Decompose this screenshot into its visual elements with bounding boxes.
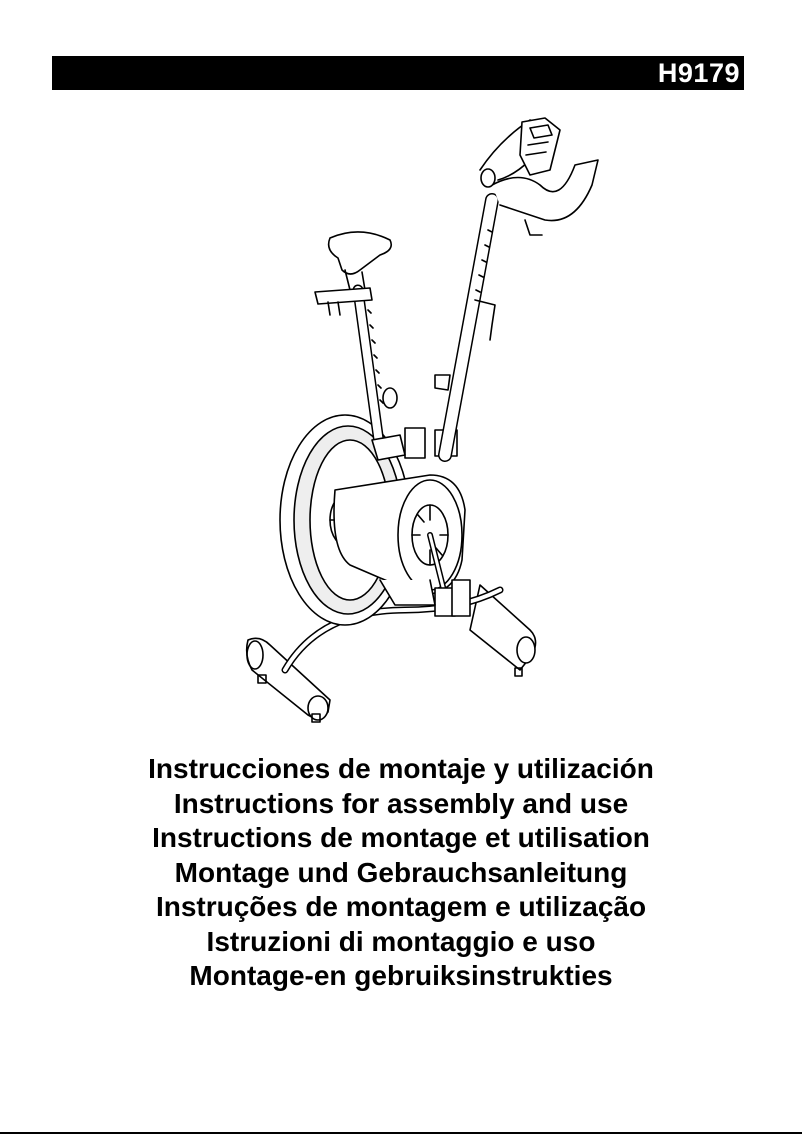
exercise-bike-illustration [230, 110, 610, 730]
front-base-foot [247, 638, 330, 722]
model-code: H9179 [657, 58, 740, 88]
title-spanish: Instrucciones de montaje y utilización [148, 753, 654, 784]
saddle [315, 232, 391, 315]
title-italian: Istruzioni di montaggio e uso [206, 925, 596, 957]
title-german: Montage und Gebrauchsanleitung [174, 856, 628, 888]
handlebar-post [435, 200, 495, 455]
console [520, 118, 560, 175]
title-block [0, 752, 802, 994]
bottom-rule [0, 1132, 802, 1134]
frame-lower [380, 580, 435, 605]
title-french: Instructions de montage et utilisation [152, 822, 650, 853]
title-portuguese: Instruções de montagem e utilização [155, 891, 647, 922]
header-bar [52, 56, 744, 90]
title-english: Instructions for assembly and use [173, 787, 629, 819]
title-dutch: Montage-en gebruiksinstrukties [189, 960, 613, 991]
